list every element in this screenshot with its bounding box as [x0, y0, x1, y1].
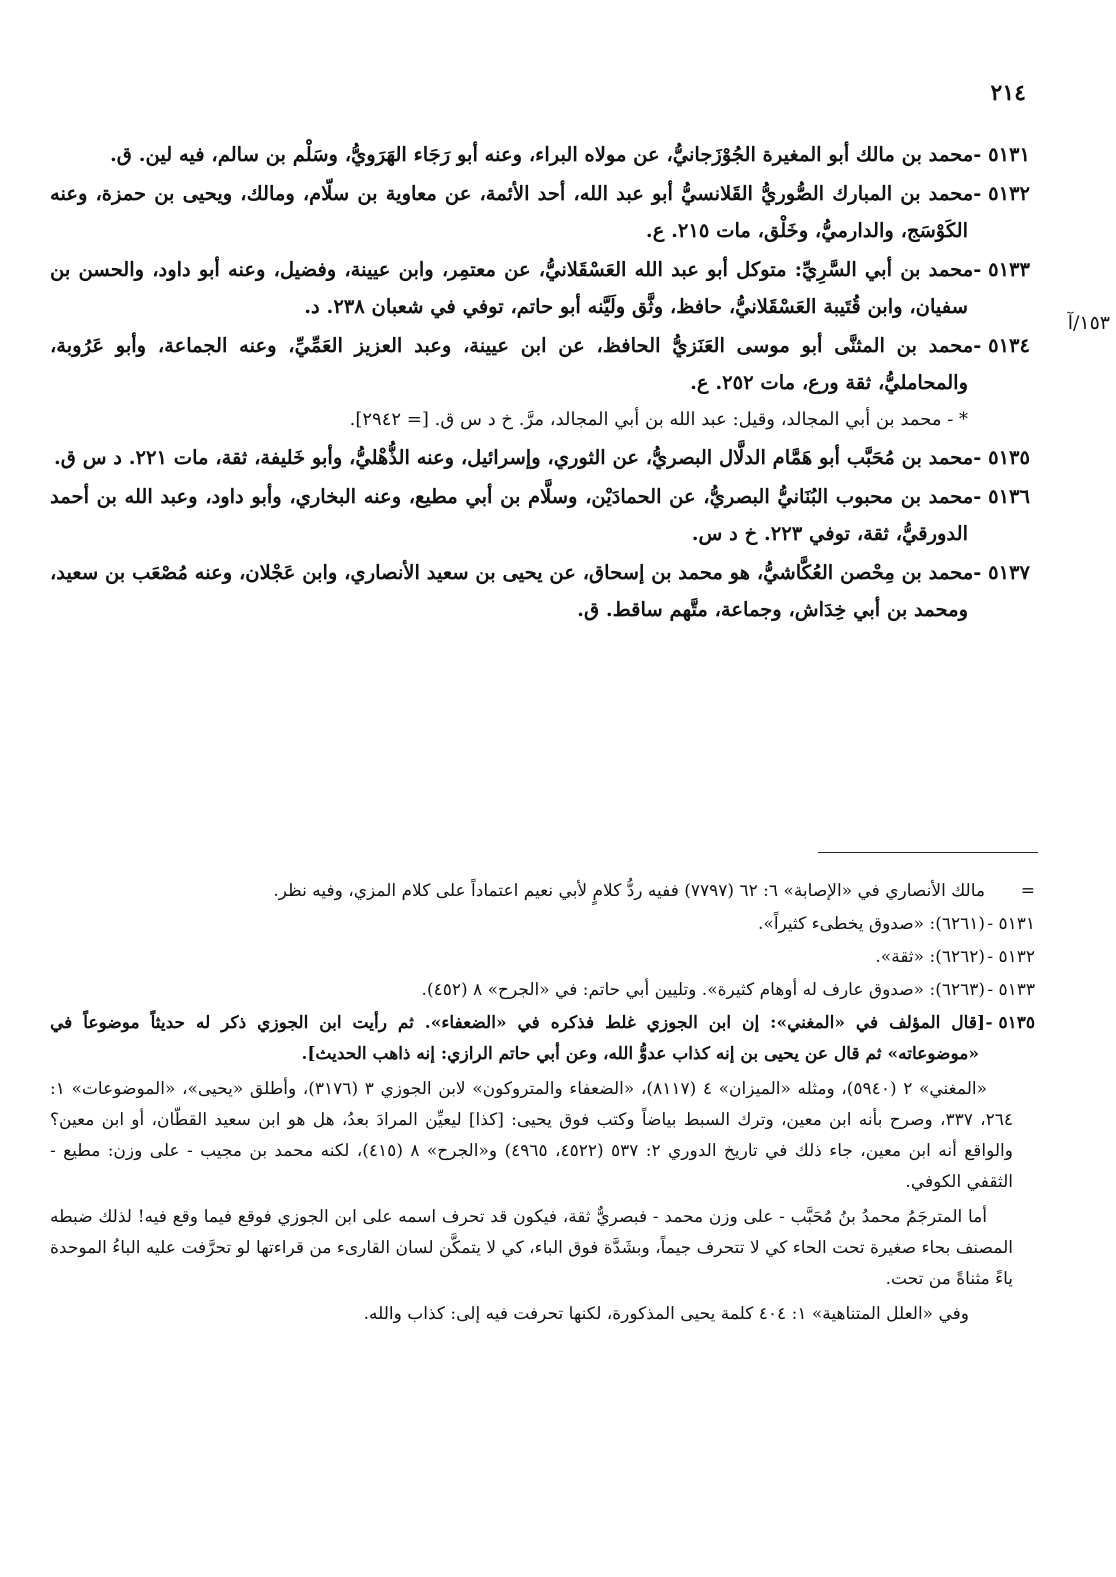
- footnote-5133: [50, 975, 1035, 1006]
- entry-number: ٥١٣١ -: [973, 143, 1030, 166]
- entry-number: ٥١٣٦ -: [973, 485, 1030, 508]
- footnote-number: ٥١٣١ -: [987, 914, 1035, 934]
- entry-text: محمد بن المبارك الصُّوريُّ القَلانسيُّ أبو عبد الله، أحد الأئمة، عن معاوية بن سلّام، ومالك، ويحيى بن حمزة، وعنه الكَوْسَج، والدارميُّ، وخَلْق، مات ٢١٥. ع.: [50, 182, 974, 242]
- entry-5133: [50, 251, 1030, 325]
- footnote-paragraph: «المغني» ٢ (٥٩٤٠)، ومثله «الميزان» ٤ (٨١١٧)، «الضعفاء والمتروكون» لابن الجوزي ٣ (٣١٧٦)، وأطلق «يحيى»، «الموضوعات» ١: ٢٦٤، ٣٣٧، وصرح بأنه ابن معين، وترك السبط بياضاً وكتب فوق يحيى: [كذا] ليعيِّن المرادَ بعدُ، هل هو ابن سعيد القطّان، أو ابن معين؟ والواقع أنه ابن معين، جاء ذلك في تاريخ الدوري ٢: ٥٣٧ (٤٥٢٢، ٤٩٦٥) و«الجرح» ٨ (٤١٥)، لكنه محمد بن مجيب - على وزن: مطيع - الثقفي الكوفي.: [50, 1079, 1014, 1192]
- footnote-number: ٥١٣٣ -: [987, 980, 1035, 1000]
- entry-5132: [50, 175, 1030, 249]
- entry-5134: [50, 327, 1030, 401]
- entry-number: ٥١٣٥ -: [973, 446, 1030, 469]
- entry-text: محمد بن محبوب البُنَانيُّ البصريُّ، عن الحمادَيْن، وسلَّام بن أبي مطيع، وعنه البخاري، وأبو داود، وعبد الله بن أحمد الدورقيُّ، ثقة، توفي ٢٢٣. خ د س.: [50, 485, 974, 545]
- footnote-text: (٦٢٦١): «صدوق يخطىء كثيراً».: [758, 914, 985, 934]
- entry-5137: [50, 554, 1030, 628]
- entry-5135: [50, 439, 1030, 476]
- footnote-number: ٥١٣٥ -: [985, 1013, 1035, 1033]
- entry-number: ٥١٣٣ -: [973, 258, 1030, 281]
- page-number: ٢١٤: [990, 80, 1026, 106]
- footnote-5132: [50, 942, 1035, 973]
- footnote-number: =: [1020, 881, 1035, 901]
- footnote-text: (٦٢٦٣): «صدوق عارف له أوهام كثيرة». وتليين أبي حاتم: في «الجرح» ٨ (٤٥٢).: [421, 980, 985, 1000]
- footnote-5135: [50, 1008, 1035, 1070]
- entry-number: ٥١٣٧ -: [973, 561, 1030, 584]
- footnote-text: (٦٢٦٢): «ثقة».: [875, 947, 985, 967]
- main-text: [50, 136, 1030, 630]
- footnote-divider: [818, 852, 1038, 853]
- footnotes: [50, 876, 1035, 1332]
- entry-5136: [50, 478, 1030, 552]
- footnote-paragraph: وفي «العلل المتناهية» ١: ٤٠٤ كلمة يحيى المذكورة، لكنها تحرفت فيه إلى: كذاب والله.: [363, 1304, 969, 1324]
- entry-number: ٥١٣٢ -: [973, 182, 1030, 205]
- footnote-paragraph: أما المترجَمُ محمدُ بنُ مُحَبَّب - على وزن محمد - فبصريٌّ ثقة، فيكون قد تحرف اسمه على ابن الجوزي فوقع فيما وقع فيه! لذلك ضبطه المصنف بحاء صغيرة تحت الحاء كي لا تتحرف جيماً، وبشَدَّة فوق الباء، كي لا يتمكَّن لسان القارىء من قراءتها لو تحرَّفت عليه الباءُ الموحدة ياءً مثناةً من تحت.: [50, 1207, 1013, 1289]
- entry-5131: [50, 136, 1030, 173]
- manuscript-folio-ref: ١٥٣/آ: [1067, 312, 1110, 334]
- footnote-continuation: [50, 876, 1035, 907]
- footnote-text: مالك الأنصاري في «الإصابة» ٦: ٦٢ (٧٧٩٧) ففيه ردُّ كلامٍ لأبي نعيم اعتماداً على كلام المزي، وفيه نظر.: [273, 881, 985, 901]
- footnote-5131: [50, 909, 1035, 940]
- entry-text: محمد بن مالك أبو المغيرة الجُوْزَجانيُّ، عن مولاه البراء، وعنه أبو رَجَاء الهَرَويُّ، وسَلْم بن سالم، فيه لين. ق.: [110, 143, 974, 166]
- entry-text: محمد بن أبي السَّرِيِّ: متوكل أبو عبد الله العَسْقَلانيُّ، عن معتمِر، وابن عيينة، وفضيل، وعنه أبو داود، والحسن بن سفيان، وابن قُتَيبة العَسْقَلانيُّ، حافظ، وثَّق ولَيَّنه أبو حاتم، توفي في شعبان ٢٣٨. د.: [50, 258, 974, 318]
- footnote-text: [قال المؤلف في «المغني»: إن ابن الجوزي غلط فذكره في «الضعفاء». ثم رأيت ابن الجوزي ذكر له حديثاً موضوعاً في «موضوعاته» ثم قال عن يحيى بن إنه كذاب عدوُّ الله، وعن أبي حاتم الرازي: إنه ذاهب الحديث].: [50, 1013, 985, 1064]
- entry-text: محمد بن مُحَبَّب أبو هَمَّام الدلَّال البصريُّ، عن الثوري، وإسرائيل، وعنه الذُّهْليُّ، وأبو خَليفة، ثقة، مات ٢٢١. د س ق.: [53, 446, 974, 469]
- entry-text: محمد بن المثنَّى أبو موسى العَنَزيُّ الحافظ، عن ابن عيينة، وعبد العزيز العَمِّيِّ، وعنه الجماعة، وأبو عَرُوبة، والمحامليُّ، ثقة ورع، مات ٢٥٢. ع.: [50, 334, 974, 394]
- entry-number: ٥١٣٤ -: [973, 334, 1030, 357]
- cross-reference: * - محمد بن أبي المجالد، وقيل: عبد الله بن أبي المجالد، مرَّ. خ د س ق. [= ٢٩٤٢].: [349, 409, 968, 430]
- footnote-number: ٥١٣٢ -: [987, 947, 1035, 967]
- entry-text: محمد بن مِحْصن العُكَّاشيُّ، هو محمد بن إسحاق، عن يحيى بن سعيد الأنصاري، وابن عَجْلان، وعنه مُصْعَب بن سعيد، ومحمد بن أبي خِدَاش، وجماعة، متَّهم ساقط. ق.: [50, 561, 974, 621]
